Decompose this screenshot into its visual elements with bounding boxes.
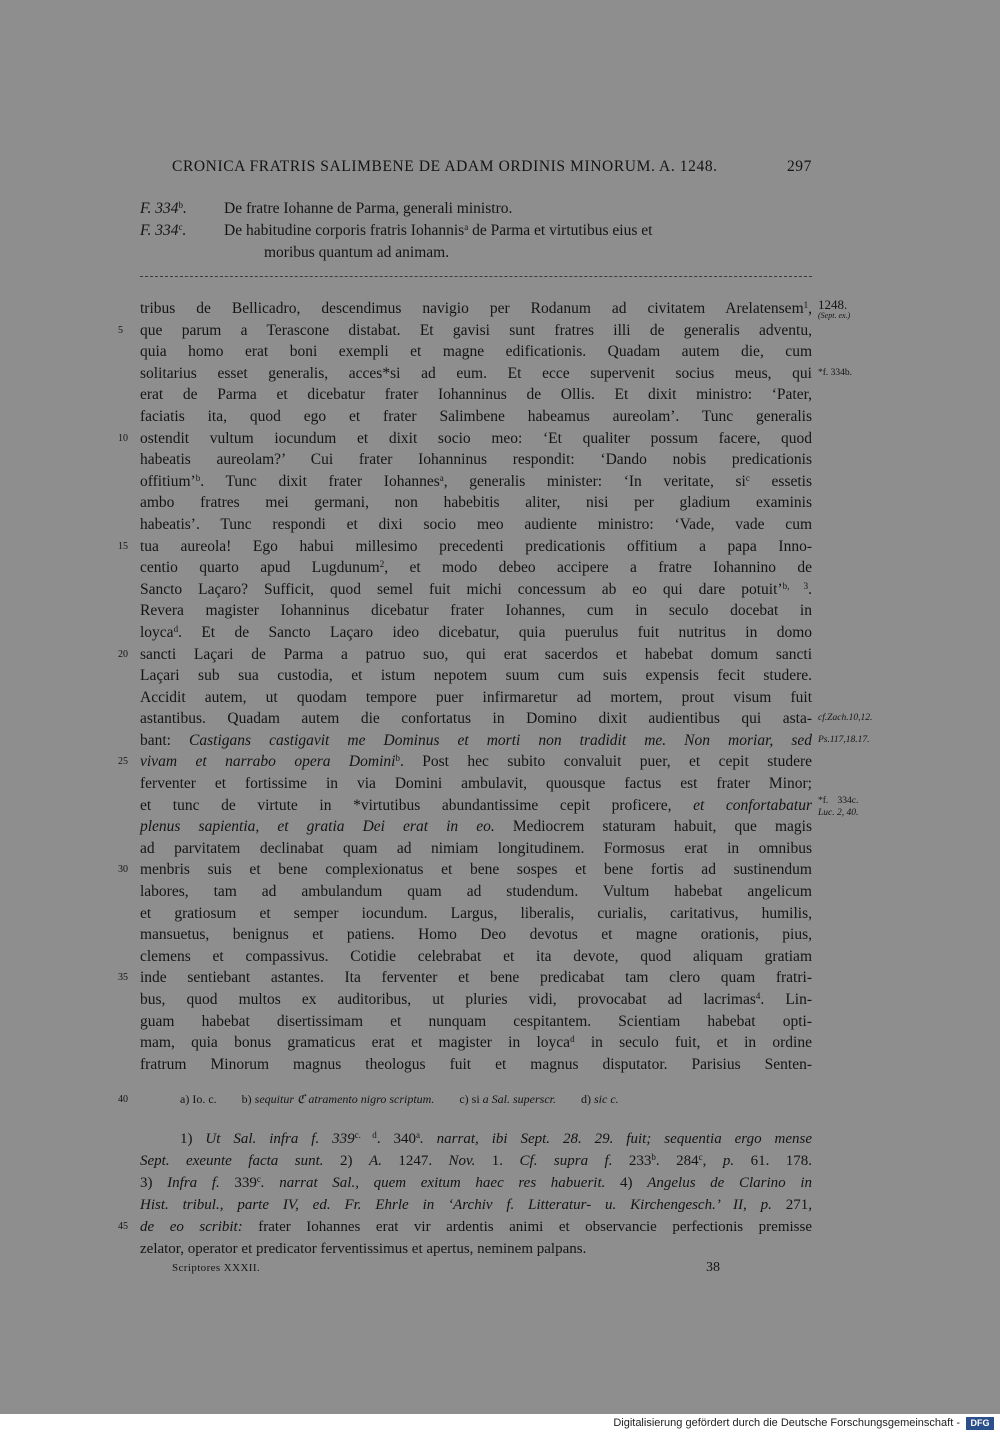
text-line: 20 sancti Laçari de Parma a patruo suo, qui erat sacerdos et habebat domum sancti [140, 644, 812, 666]
text-line: 15 tua aureola! Ego habui millesimo precedenti predicationis offitium a papa Inno- [140, 536, 812, 558]
margin-year: 1248. (Sept. ex.) [818, 297, 851, 320]
text-line: mam, quia bonus gramaticus erat et magister in loyca$^d$ in seculo fuit, et in ordine [140, 1034, 812, 1052]
text-line: Laçari sub sua custodia, et istum nepotem suum cum suis expensis fecit studere. [140, 667, 812, 685]
footnote-line: 1) Ut Sal. infra f. $339^{c. d}$. 340$^a$. narrat, ibi Sept. 28. 29. fuit; sequentia ergo mense [180, 1130, 812, 1147]
running-header [172, 158, 812, 176]
chapter-headings [140, 198, 812, 264]
text-line: 10 ostendit vultum iocundum et dixit socio meo: ‘Et qualiter possum facere, quod [140, 428, 812, 450]
line-number: 10 [118, 432, 128, 444]
text-line: loyca$^d$. Et de Sancto Laçaro ideo dicebatur, quia puerulus fuit nutritus in domo [140, 623, 812, 641]
footnote-line: 3) Infra f. 339$^c$. narrat Sal., quem exitum haec res habuerit. 4) Angelus de Clarino in [140, 1174, 812, 1191]
text-line: faciatis ita, quod ego et frater Salimbene habeamus aureolam’. Tunc generalis [140, 407, 812, 425]
text-line: habeatis aureolam?’ Cui frater Iohanninus respondit: ‘Dando nobis predicationis [140, 451, 812, 469]
margin-citation: cf.Zach.10,12. [818, 713, 873, 724]
text-line: quia homo erat boni exempli et magne edificationis. Quadam autem die, cum [140, 343, 812, 361]
series-footer: Scriptores XXXII. [172, 1262, 261, 1274]
separator-rule [140, 276, 812, 277]
text-line: clemens et compassivus. Cotidie celebrabat et ita devote, quod aliquam gratiam [140, 947, 812, 965]
line-number: 20 [118, 648, 128, 660]
funding-banner [0, 1414, 1000, 1434]
text-line: centio quarto apud Lugdunum$^2$, et modo debeo accipere a fratre Iohannino de [140, 559, 813, 577]
folio-ref: F. 334$^b$. [140, 200, 187, 217]
text-line: bus, quod multos ex auditoribus, ut pluries vidi, provocabat ad lacrimas$^4$. Lin- [140, 991, 812, 1008]
line-number: 45 [118, 1221, 128, 1232]
dfg-logo: DFG [966, 1417, 994, 1430]
textual-note: c) si a Sal. superscr. [459, 1092, 556, 1106]
text-line: 5 que parum a Terascone distabat. Et gavisi sunt fratres illi de generalis adventu, [140, 320, 812, 342]
heading-row [140, 220, 812, 242]
textual-note: a) Io. c. [180, 1092, 217, 1106]
footnotes [118, 1128, 813, 1260]
text-line: Sancto Laçaro? Sufficit, quod semel fuit michi concessum ab eo qui dare potuit’$^{b, 3}$. [140, 580, 813, 598]
margin-folio: *f. 334b. [818, 367, 853, 378]
textual-notes [118, 1092, 812, 1107]
text-line: tribus de Bellicadro, descendimus navigio per Rodanum ad civitatem Arelatensem$^1$, 1248. (Sept. ex.) [140, 297, 851, 320]
footnote-line: zelator, operator et predicator ferventissimus et apertus, neminem palpans. [140, 1241, 587, 1257]
text-line: et tunc de virtute in *virtutibus abundantissime cepit proficere, et confortabatur *f. 334c. Luc. 2, 40. [140, 795, 859, 818]
signature-mark: 38 [706, 1260, 720, 1275]
folio-ref: F. 334$^c$. [140, 222, 187, 239]
footnote-line: Sept. exeunte facta sunt. 2) A. 1247. Nov. 1. Cf. supra f. 233$^b$. 284$^c$, p. 61. 178. [140, 1152, 813, 1169]
text-line: ambo fratres mei germani, non habebitis aliter, nisi per gladium examinis [140, 494, 812, 512]
line-number: 40 [118, 1094, 128, 1105]
page-number: 297 [786, 158, 812, 175]
text-line: fratrum Minorum magnus theologus fuit et magnus disputator. Parisius Senten- [140, 1055, 812, 1073]
text-line: offitium’$^b$. Tunc dixit frater Iohannes$^a$, generalis minister: ‘In veritate, $si^c$ essetis [140, 472, 813, 490]
text-line: solitarius esset generalis, acces*si ad eum. Et ecce supervenit socius meus, qui *f. 334b. [140, 364, 853, 382]
margin-citation: Ps.117,18.17. [818, 734, 870, 745]
text-line: erat de Parma et dicebatur frater Iohanninus de Ollis. Et dixit ministro: ‘Pater, [140, 386, 812, 404]
text-line: astantibus. Quadam autem die confortatus in Domino dixit audientibus qui asta- cf.Zach.10,12. [140, 710, 873, 728]
margin-folio: *f. 334c. Luc. 2, 40. [818, 795, 859, 818]
text-line: Revera magister Iohanninus dicebatur frater Iohannes, cum in seculo docebat in [140, 602, 812, 620]
heading-continuation: moribus quantum ad animam. [264, 244, 450, 261]
text-line: 35 inde sentiebant astantes. Ita ferventer et bene predicabat tam clero quam fratri- [140, 967, 812, 989]
line-number: 25 [118, 756, 128, 768]
text-line: mansuetus, benignus et patiens. Homo Deo devotus et magne orationis, pius, [140, 926, 812, 944]
footnote-line: 45 de eo scribit: frater Iohannes erat vir ardentis animi et observancie perfectionis premisse [140, 1216, 812, 1238]
line-number: 30 [118, 864, 128, 876]
text-line: ad parvitatem declinabat quam ad nimiam longitudinem. Formosus erat in omnibus [140, 839, 812, 857]
text-line: habeatis’. Tunc respondi et dixi socio meo audiente ministro: ‘Vade, vade cum [140, 515, 812, 533]
line-number: 35 [118, 972, 128, 984]
funding-text: Digitalisierung gefördert durch die Deutsche Forschungsgemeinschaft - [613, 1417, 960, 1429]
footnote-line: Hist. tribul., parte IV, ed. Fr. Ehrle in ‘Archiv f. Litteratur- u. Kirchengesch.’ II, p. 271, [140, 1197, 813, 1213]
text-line: 30 menbris suis et bene complexionatus et bene sospes et bene fortis ad sustinendum [140, 859, 812, 881]
text-line: guam habebat disertissimam et nunquam cespitantem. Scientiam habebat opti- [140, 1012, 812, 1030]
line-number: 5 [118, 324, 123, 336]
text-line: bant: Castigans castigavit me Dominus et morti non tradidit me. Non moriar, sed Ps.117,18.17. [140, 731, 870, 749]
heading-title: De habitudine corporis fratris Iohannis$^a$ de Parma et virtutibus eius et [224, 222, 653, 239]
line-number: 15 [118, 540, 128, 552]
heading-title: De fratre Iohanne de Parma, generali ministro. [224, 200, 513, 217]
text-line: labores, tam ad ambulandum quam ad studendum. Vultum habebat angelicum [140, 883, 812, 901]
text-line: Accidit autem, ut quodam tempore puer infirmaretur ad mortem, prout visum fuit [140, 688, 812, 706]
textual-note: b) sequitur ℭ atramento nigro scriptum. [241, 1092, 435, 1106]
text-line: 25 vivam et narrabo opera Domini$^b$. Post hec subito convaluit puer, et cepit studere [140, 751, 812, 773]
text-line: ferventer et fortissime in via Domini ambulavit, quousque factus est frater Minor; [140, 775, 812, 793]
heading-row [140, 198, 812, 220]
main-text [118, 297, 873, 1075]
running-title: CRONICA FRATRIS SALIMBENE DE ADAM ORDINIS MINORUM. A. 1248. [172, 158, 718, 175]
textual-note: d) sic c. [581, 1092, 619, 1106]
text-line: plenus sapientia, et gratia Dei erat in eo. Mediocrem staturam habuit, que magis [140, 818, 812, 836]
text-line: et gratiosum et semper iocundum. Largus, liberalis, curialis, caritativus, humilis, [140, 904, 812, 922]
